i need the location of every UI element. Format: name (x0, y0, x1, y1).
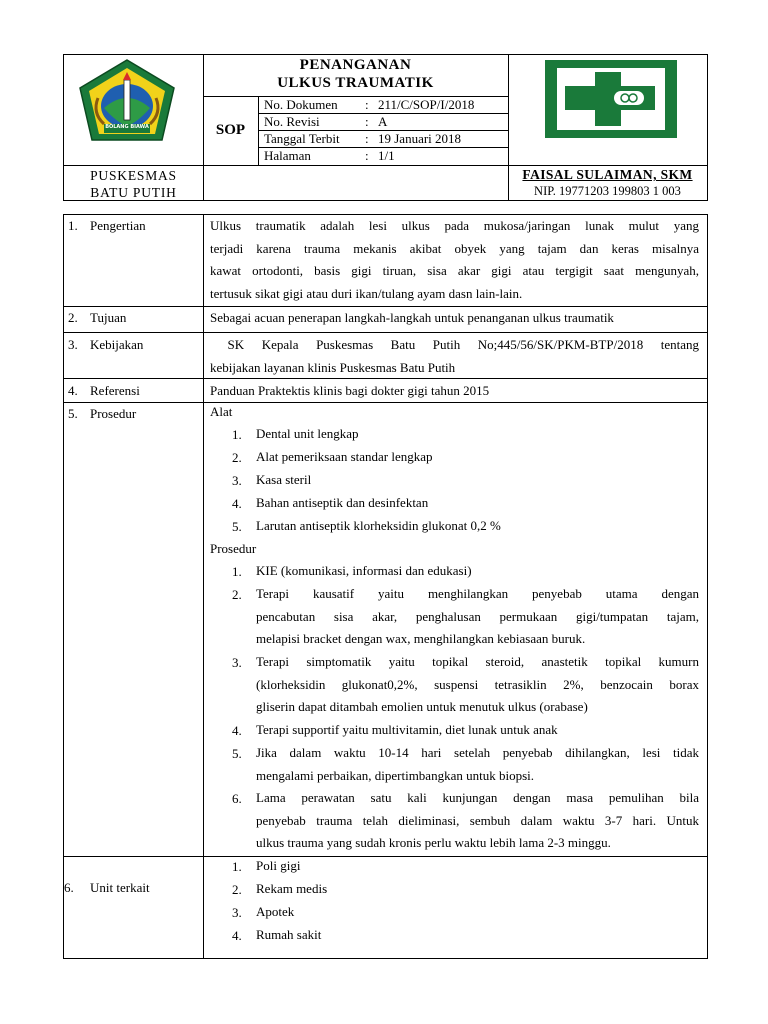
sop-label: SOP (215, 121, 246, 138)
step-text (256, 583, 699, 651)
text-line: gliserin dapat ditambah emolien untuk menutuk ulkus (orabase) (256, 699, 588, 714)
item-number: 2. (232, 450, 242, 465)
row-label: Prosedur (90, 406, 137, 421)
row-label: Unit terkait (90, 880, 150, 895)
item-text: Kasa steril (256, 472, 312, 487)
text-line: tertusuk sikat gigi atau duri ikan/tulang ayam dasn lain-lain. (210, 285, 523, 301)
kebijakan-text (210, 334, 699, 379)
item-number: 3. (232, 905, 242, 920)
step-number: 3. (232, 655, 242, 670)
text-line: melapisi bracket dengan wax, menghilangkan kebiasaan buruk. (256, 631, 586, 646)
text-line: ulkus trauma yang sudah kronis perlu waktu lebih lama 2-3 minggu. (256, 835, 611, 850)
meta-sep: : (365, 131, 369, 146)
text-line: Terapi kausatif yaitu menghilangkan penyebab utama dengan (256, 586, 699, 601)
item-text: Apotek (256, 904, 295, 919)
row-label-kebijakan (68, 337, 143, 353)
row-label-referensi (68, 383, 140, 399)
item-number: 3. (232, 473, 242, 488)
item-text: Dental unit lengkap (256, 426, 359, 441)
step-text (256, 560, 699, 583)
text-line: Ulkus traumatik adalah lesi ulkus pada mukosa/jaringan lunak mulut yang (210, 218, 699, 233)
meta-label: Tanggal Terbit (264, 131, 340, 146)
text-line: KIE (komunikasi, informasi dan edukasi) (256, 563, 472, 578)
meta-sep: : (365, 114, 369, 129)
document-title-line2: ULKUS TRAUMATIK (277, 75, 434, 91)
alat-heading: Alat (210, 404, 233, 419)
item-text: Poli gigi (256, 858, 301, 873)
row-label-prosedur (68, 406, 136, 422)
item-text: Larutan antiseptik klorheksidin glukonat 0,2 % (256, 518, 501, 533)
step-number: 6. (232, 791, 242, 806)
puskesmas-cross-icon (545, 60, 677, 138)
row-label: Pengertian (90, 218, 146, 233)
row-number: 5. (68, 406, 78, 421)
step-number: 5. (232, 746, 242, 761)
meta-label: No. Dokumen (264, 97, 338, 112)
meta-sep: : (365, 97, 369, 112)
prosedur-heading: Prosedur (210, 541, 257, 556)
row-number: 3. (68, 337, 78, 352)
text-line: Jika dalam waktu 10-14 hari setelah penyebab dihilangkan, lesi tidak (256, 745, 699, 760)
meta-row-revisi (259, 113, 508, 130)
org-name-line1: PUSKESMAS (90, 168, 177, 183)
meta-value: 1/1 (378, 148, 395, 163)
row-label-pengertian (68, 218, 146, 234)
text-line: Terapi simptomatik yaitu topikal steroid, anastetik topikal kumurn (256, 654, 699, 669)
meta-value: 19 Januari 2018 (378, 131, 462, 146)
item-text: Alat pemeriksaan standar lengkap (256, 449, 433, 464)
row-number: 6. (64, 880, 74, 895)
row-number: 4. (68, 383, 78, 398)
row-label-unit-terkait (64, 880, 150, 896)
emblem-motto: BOLANG BIAWA (105, 124, 149, 130)
meta-row-dokumen (259, 96, 508, 113)
item-text: Bahan antiseptik dan desinfektan (256, 495, 429, 510)
item-number: 1. (232, 427, 242, 442)
meta-row-halaman (259, 147, 508, 164)
step-number: 4. (232, 723, 242, 738)
item-number: 4. (232, 928, 242, 943)
referensi-text: Panduan Praktektis klinis bagi dokter gigi tahun 2015 (210, 383, 490, 398)
row-label: Referensi (90, 383, 140, 398)
row-label: Tujuan (90, 310, 127, 325)
text-line: Lama perawatan satu kali kunjungan dengan masa pemulihan bila (256, 790, 699, 805)
item-number: 5. (232, 519, 242, 534)
org-name-line2: BATU PUTIH (90, 185, 177, 200)
item-text: Rekam medis (256, 881, 328, 896)
meta-sep: : (365, 148, 369, 163)
step-number: 2. (232, 587, 242, 602)
text-line: SK Kepala Puskesmas Batu Putih No;445/56/SK/PKM-BTP/2018 tentang (210, 337, 699, 352)
meta-label: Halaman (264, 148, 311, 163)
text-line: pencabutan sisa akar, penghalusan permukaan gigi/tumpatan tajam, (256, 608, 699, 624)
pengertian-text (210, 215, 699, 305)
meta-label: No. Revisi (264, 114, 320, 129)
item-number: 2. (232, 882, 242, 897)
text-line: Terapi supportif yaitu multivitamin, diet lunak untuk anak (256, 722, 558, 737)
row-number: 2. (68, 310, 78, 325)
meta-value: A (378, 114, 388, 129)
item-number: 4. (232, 496, 242, 511)
item-text: Rumah sakit (256, 927, 322, 942)
text-line: terjadi karena trauma mekanis akibat obyek yang tajam dan keras misalnya (210, 240, 699, 256)
text-line: (klorheksidin glukonat0,2%, suspensi tetrasiklin 2%, benzocain borax (256, 676, 699, 692)
signer-name: FAISAL SULAIMAN, SKM (522, 167, 693, 182)
row-number: 1. (68, 218, 78, 233)
row-label: Kebijakan (90, 337, 144, 352)
text-line: kebijakan layanan klinis Puskesmas Batu Putih (210, 359, 456, 375)
step-number: 1. (232, 564, 242, 579)
step-text (256, 651, 699, 719)
meta-value: 211/C/SOP/I/2018 (378, 97, 475, 112)
signer-nip: NIP. 19771203 199803 1 003 (534, 184, 681, 198)
row-label-tujuan (68, 310, 126, 326)
text-line: kawat ortodonti, basis gigi tiruan, sisa akar gigi atau tergigit saat mengunyah, (210, 263, 699, 278)
step-text (256, 719, 699, 742)
text-line: mengalami perbaikan, dipertimbangkan untuk biopsi. (256, 767, 534, 783)
item-number: 1. (232, 859, 242, 874)
meta-row-tanggal (259, 130, 508, 147)
text-line: penyebab trauma telah dieliminasi, sembuh dalam waktu 3-7 hari. Untuk (256, 812, 699, 828)
tujuan-text: Sebagai acuan penerapan langkah-langkah untuk penanganan ulkus traumatik (210, 310, 614, 325)
document-title-line1: PENANGANAN (299, 57, 412, 73)
step-text (256, 787, 699, 855)
step-text (256, 742, 699, 787)
